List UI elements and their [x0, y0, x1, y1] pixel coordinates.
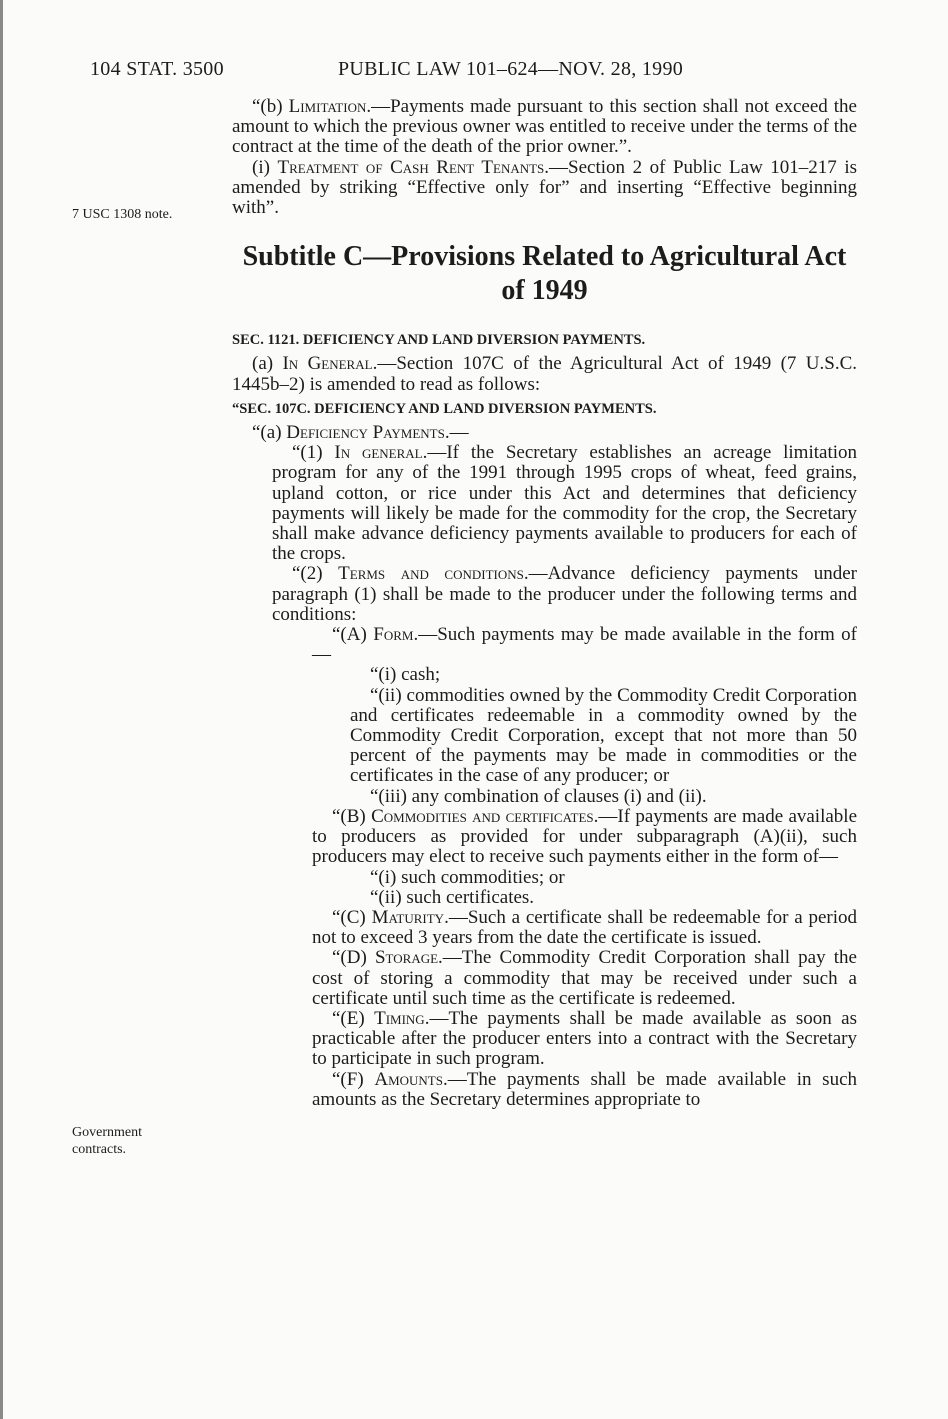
subsection-a-deficiency-payments: “(a) Deficiency Payments.—	[252, 422, 469, 444]
clause-B-ii: “(ii) such certificates.	[370, 886, 535, 908]
paragraph-2-terms-and-conditions: “(2) Terms and conditions.—Advance deficiency payments under paragraph (1) shall be made to the producer under the following terms and conditions:	[272, 563, 857, 625]
subparagraph-F-amounts: “(F) Amounts.—The payments shall be made available in such amounts as the Secretary determines appropriate to	[312, 1068, 857, 1110]
paragraph-1-in-general: “(1) In general.—If the Secretary establishes an acreage limitation program for any of the 1991 through 1995 crops of wheat, feed grains, upland cotton, or rice under this Act and determines that deficiency payments will likely be made for the commodity for the crop, the Secretary shall make advance deficiency payments available to producers for each of the crops.	[272, 442, 857, 565]
paragraph-b-limitation: “(b) Limitation.—Payments made pursuant to this section shall not exceed the amount to which the previous owner was entitled to receive under the terms of the contract at the time of the death of the prior owner.”.	[232, 96, 857, 158]
statute-body	[232, 97, 857, 1110]
subparagraph-D-storage: “(D) Storage.—The Commodity Credit Corporation shall pay the cost of storing a commodity that may be received under such a certificate until such time as the certificate is redeemed.	[312, 947, 857, 1009]
paragraph-a-in-general: (a) In General.—Section 107C of the Agricultural Act of 1949 (7 U.S.C. 1445b–2) is amended to read as follows:	[232, 353, 857, 395]
margin-note-usc: 7 USC 1308 note.	[72, 207, 173, 222]
scan-edge	[0, 0, 3, 1419]
subparagraph-E-timing: “(E) Timing.—The payments shall be made available as soon as practicable after the producer enters into a contract with the Secretary to participate in such program.	[312, 1007, 858, 1070]
subtitle-heading: Subtitle C—Provisions Related to Agricultural Act of 1949	[242, 241, 847, 307]
clause-A-iii: “(iii) any combination of clauses (i) and (ii).	[370, 785, 707, 807]
paragraph-i-cash-rent-tenants: (i) Treatment of Cash Rent Tenants.—Section 2 of Public Law 101–217 is amended by striking “Effective only for” and inserting “Effective beginning with”.	[232, 156, 858, 219]
subparagraph-A-form: “(A) Form.—Such payments may be made available in the form of—	[312, 624, 857, 666]
subparagraph-B-commodities-and-certificates: “(B) Commodities and certificates.—If payments are made available to producers as provided for under subparagraph (A)(ii), such producers may elect to receive such payments either in the form of—	[312, 805, 858, 868]
clause-B-i: “(i) such commodities; or	[370, 866, 565, 888]
section-107c-heading: “SEC. 107C. DEFICIENCY AND LAND DIVERSION PAYMENTS.	[232, 400, 657, 417]
clause-A-i: “(i) cash;	[370, 664, 441, 686]
running-header-title: PUBLIC LAW 101–624—NOV. 28, 1990	[338, 58, 684, 80]
margin-note-government-contracts: Government contracts.	[72, 1125, 142, 1157]
subparagraph-C-maturity: “(C) Maturity.—Such a certificate shall be redeemable for a period not to exceed 3 years from the date the certificate is issued.	[312, 906, 857, 949]
clause-A-ii: “(ii) commodities owned by the Commodity Credit Corporation and certificates redeemable in a commodity owned by the Commodity Credit Corporation, except that not more than 50 percent of the payments may be made in commodities or the certificates in the case of any producer; or	[350, 684, 857, 787]
section-1121-heading: SEC. 1121. DEFICIENCY AND LAND DIVERSION PAYMENTS.	[232, 332, 646, 349]
page-stat-number: 104 STAT. 3500	[90, 58, 224, 80]
